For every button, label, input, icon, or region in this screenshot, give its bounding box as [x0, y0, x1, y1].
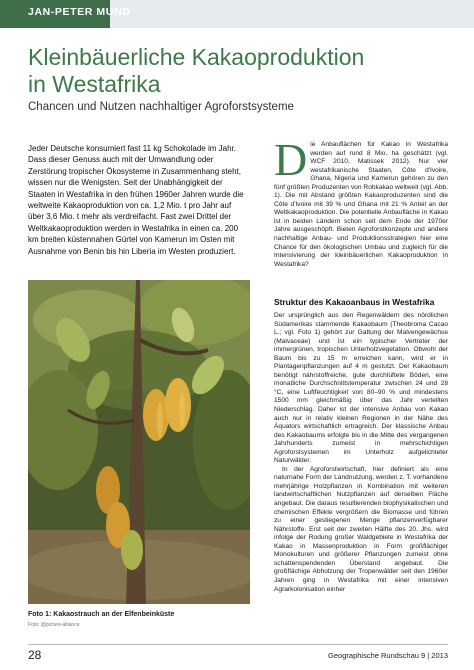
footer-divider [28, 644, 448, 645]
photo-credit: Foto: @picture-alliance [28, 622, 80, 628]
title-line-2: in Westafrika [28, 71, 161, 97]
intro-paragraph [274, 134, 448, 269]
section-paragraph-2: In der Agroforstwirtschaft, hier definiert als eine naturnahe Form der Landnutzung, werden z. T. vorhandene mehrjährige Holzpflanzen in Kombination mit weiteren landwirtschaftlichen Nutzpflanzen auf derselben Fläche angebaut. Die daraus resultierenden biophysikalischen und chemischen Effekte vergrößern die Biomasse und führen zu einer gestiegenen Menge pflanzenverfügbarer Nährstoffe. Erst seit der zweiten Hälfte des 20. Jhs. wird infolge der Rodung großer Waldgebiete in Westafrika der Kakao in Massenproduktion in Form großflächiger Monokulturen und größerer Pflanzungen zumeist ohne schattenspendenden Überstand angebaut. Die großflächige Abholzung der Tropenwälder seit den 1960er Jahren ging in Westafrika mit einer intensiven Agrarkolonisation einher [274, 465, 448, 593]
article-title [28, 44, 448, 98]
title-line-1: Kleinbäuerliche Kakaoproduktion [28, 44, 365, 70]
photo-caption: Foto 1: Kakaostrauch an der Elfenbeinküste [28, 611, 175, 618]
intro-text: ie Anbauflächen für Kakao in Westafrika werden auf rund 8 Mio. ha geschätzt (vgl. WCF 2010, Matissek 2012). Nur vier westafrikanische Staaten, Côte d'Ivoire, Ghana, Nigeria und Kamerun gehören zu den fünf größten Produzenten von Rohkakao weltweit (vgl. Abb. 1). Die mit Abstand größten Kakaoproduzenten sind die Côte d'Ivoire mit 39 % und Ghana mit 21 % Anteil an der Weltkakaoproduktion. Die potentielle Anbaufläche in Kakao ist in beiden Ländern schon seit dem Ende der 1970er Jahre ausgeschöpft. Bieten Agroforstkonzepte und andere nachhaltige Anbau- und Produktionsstrategien hier eine Chance für den ökologischen Umbau und zugleich für die Intensivierung der kleinbäuerlichen Kakaoproduktion in Westafrika? [274, 141, 448, 268]
lead-paragraph: Jeder Deutsche konsumiert fast 11 kg Schokolade im Jahr. Dass dieser Genuss auch mit der Umwandlung oder Zerstörung tropischer Ökosysteme in Zusammenhang steht, wissen nur die Wenigsten. Seit der Unabhängigkeit der Staaten in Westafrika in den frühen 1960er Jahren wurde die weltweite Kakaoproduktion von ca. 1,2 Mio. t pro Jahr auf über 3,6 Mio. t mehr als verdreifacht. Fast zwei Drittel der Weltkakaoproduktion werden in Westafrika in einen ca. 200 km breiten küstennahen Gürtel von Kamerun im Osten mit Ausnahme von Benin bis hin Liberia im Westen produziert. [28, 144, 244, 256]
section-body [274, 312, 448, 594]
cocoa-tree-photo [28, 280, 250, 604]
section-heading: Struktur des Kakaoanbaus in Westafrika [274, 297, 435, 307]
header-bar [0, 0, 474, 28]
intro-column [274, 134, 448, 269]
author-name: JAN-PETER MUND [28, 6, 131, 18]
section-paragraph-1: Der ursprünglich aus den Regenwäldern des nördlichen Südamerikas stammende Kakaobaum (Theobroma Cacao L.; vgl. Foto 1) gehört zur Gattung der Malvengewächse (Malvaceae) und ist ein typischer Vertreter der immergrünen, tropischen Unterholzvegetation. Obwohl der Baum bis zu 15 m erreichen kann, wird er in Plantagenpflanzungen auf 4 m gestutzt. Der Kakaobaum benötigt nährstoffreiche, gute durchlüftete Böden, eine monatliche Durchschnittstemperatur zwischen 24 und 28 °C, eine Luftfeuchtigkeit von 80–90 % und mindestens 1500 mm gleichmäßig über das Jahr verteilten Niederschlag. Daher ist der intensive Anbau von Kakao auch nur in relativ kleinen Regionen in der Nähe des Äquators wirtschaftlich ertragreich. Der klassische Anbau des Kakaobaums erfolgte bis in die Mitte des vergangenen Jahrhunderts zumeist in mehrschichtigen Agroforstsystemen im Unterholz aufgelichteter Naturwälder. [274, 312, 448, 465]
page-number: 28 [28, 648, 42, 662]
journal-reference: Geographische Rundschau 9 | 2013 [328, 651, 448, 660]
article-subtitle: Chancen und Nutzen nachhaltiger Agroforstsysteme [28, 101, 294, 113]
drop-cap: D [274, 134, 308, 185]
